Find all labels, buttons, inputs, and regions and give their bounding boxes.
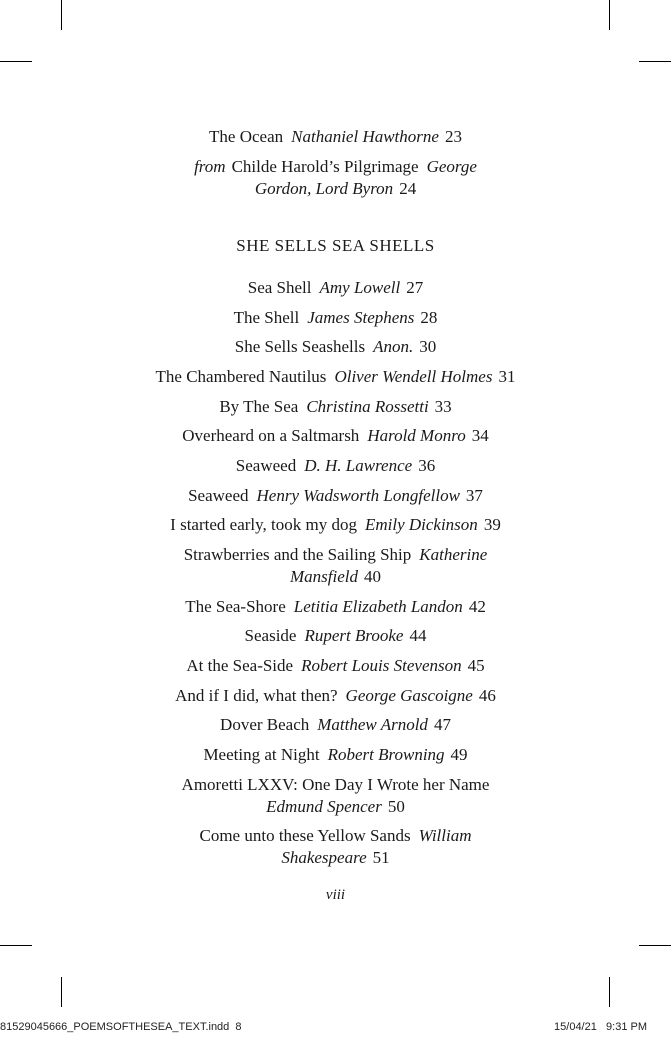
toc-entry [0,714,671,736]
crop-mark [61,977,62,1007]
entry-page: 46 [478,686,496,705]
entry-page: 30 [419,337,437,356]
toc-entry [0,307,671,329]
toc-entry [0,126,671,148]
entry-title: I started early, took my dog [170,515,357,534]
entry-author: Shakespeare [281,848,367,867]
entry-title: Seaweed [235,456,297,475]
crop-mark [0,945,32,946]
entry-title: Amoretti LXXV: One Day I Wrote her Name [181,775,490,794]
entry-author: Harold Monro [367,426,466,445]
entry-page: 51 [372,848,390,867]
toc-entry [0,655,671,677]
entry-author: Gordon, Lord Byron [254,179,394,198]
entry-title: Come unto these Yellow Sands [199,826,411,845]
entry-title: Seaside [244,626,297,645]
slug-filename-text: 81529045666_POEMSOFTHESEA_TEXT.indd [0,1021,230,1033]
toc-entry [0,596,671,618]
entry-author: Katherine [419,545,488,564]
entry-author: Robert Louis Stevenson [301,656,462,675]
toc-entry [0,156,671,178]
entry-prefix: from [194,157,226,176]
toc-entry [0,625,671,647]
crop-mark [639,61,671,62]
entry-page: 47 [433,715,451,734]
entry-page: 39 [483,515,501,534]
crop-mark [639,945,671,946]
toc-entry [0,744,671,766]
entry-author: Amy Lowell [319,278,401,297]
toc-entry [0,455,671,477]
toc-entry [0,514,671,536]
entry-page: 49 [450,745,468,764]
section-heading: SHE SELLS SEA SHELLS [236,236,435,255]
crop-mark [609,977,610,1007]
toc-entry [0,825,671,847]
toc-entry [0,774,671,796]
entry-author: Emily Dickinson [364,515,478,534]
toc-entry-continuation [0,566,671,588]
crop-mark [0,61,32,62]
entry-page: 23 [444,127,462,146]
entry-title: The Chambered Nautilus [155,367,327,386]
entry-title: The Shell [233,308,300,327]
entry-title: And if I did, what then? [175,686,338,705]
page-folio: viii [325,887,346,903]
slug-datetime [554,1021,647,1033]
toc-entry-continuation [0,847,671,869]
entry-page: 33 [434,397,452,416]
entry-author: Letitia Elizabeth Landon [293,597,463,616]
entry-title: The Sea-Shore [185,597,286,616]
toc-entry [0,396,671,418]
entry-title: Meeting at Night [203,745,320,764]
entry-title: By The Sea [219,397,299,416]
toc-entry [0,685,671,707]
entry-author: Anon. [373,337,414,356]
entry-author: Robert Browning [327,745,445,764]
entry-title: Dover Beach [220,715,310,734]
toc-entry [0,277,671,299]
toc-entry [0,485,671,507]
crop-mark [609,0,610,30]
entry-page: 27 [406,278,424,297]
entry-author: Mansfield [290,567,358,586]
entry-title: Strawberries and the Sailing Ship [183,545,412,564]
slug-time: 9:31 PM [606,1021,647,1033]
entry-author: James Stephens [307,308,415,327]
entry-author: Henry Wadsworth Longfellow [256,486,460,505]
entry-author: D. H. Lawrence [304,456,413,475]
toc-entry [0,544,671,566]
entry-author: George Gascoigne [345,686,473,705]
toc-entry [0,366,671,388]
entry-author: Matthew Arnold [317,715,428,734]
entry-author: William [418,826,472,845]
entry-author: Rupert Brooke [304,626,404,645]
entry-author: Nathaniel Hawthorne [291,127,439,146]
entry-page: 28 [420,308,438,327]
crop-mark [61,0,62,30]
toc-entry [0,336,671,358]
entry-page: 42 [468,597,486,616]
entry-title: Sea Shell [247,278,312,297]
entry-title: At the Sea-Side [186,656,294,675]
entry-author: Oliver Wendell Holmes [334,367,493,386]
slug-page: 8 [235,1021,242,1033]
entry-author: Christina Rossetti [306,397,429,416]
entry-page: 37 [465,486,483,505]
entry-page: 36 [418,456,436,475]
toc-entry-continuation [0,178,671,200]
entry-title: The Ocean [209,127,284,146]
entry-title: Seaweed [188,486,249,505]
entry-title: She Sells Seashells [234,337,366,356]
toc-entry [0,425,671,447]
entry-author: Edmund Spencer [266,797,382,816]
slug-filename [0,1021,242,1033]
entry-page: 34 [471,426,489,445]
entry-author: George [426,157,477,176]
entry-title: Overheard on a Saltmarsh [182,426,360,445]
entry-title: Childe Harold’s Pilgrimage [231,157,419,176]
entry-page: 40 [364,567,381,586]
entry-page: 50 [387,797,405,816]
slug-date: 15/04/21 [554,1021,597,1033]
entry-page: 45 [467,656,485,675]
entry-page: 24 [399,179,417,198]
entry-page: 44 [409,626,427,645]
entry-page: 31 [498,367,516,386]
toc-entry-continuation [0,796,671,818]
